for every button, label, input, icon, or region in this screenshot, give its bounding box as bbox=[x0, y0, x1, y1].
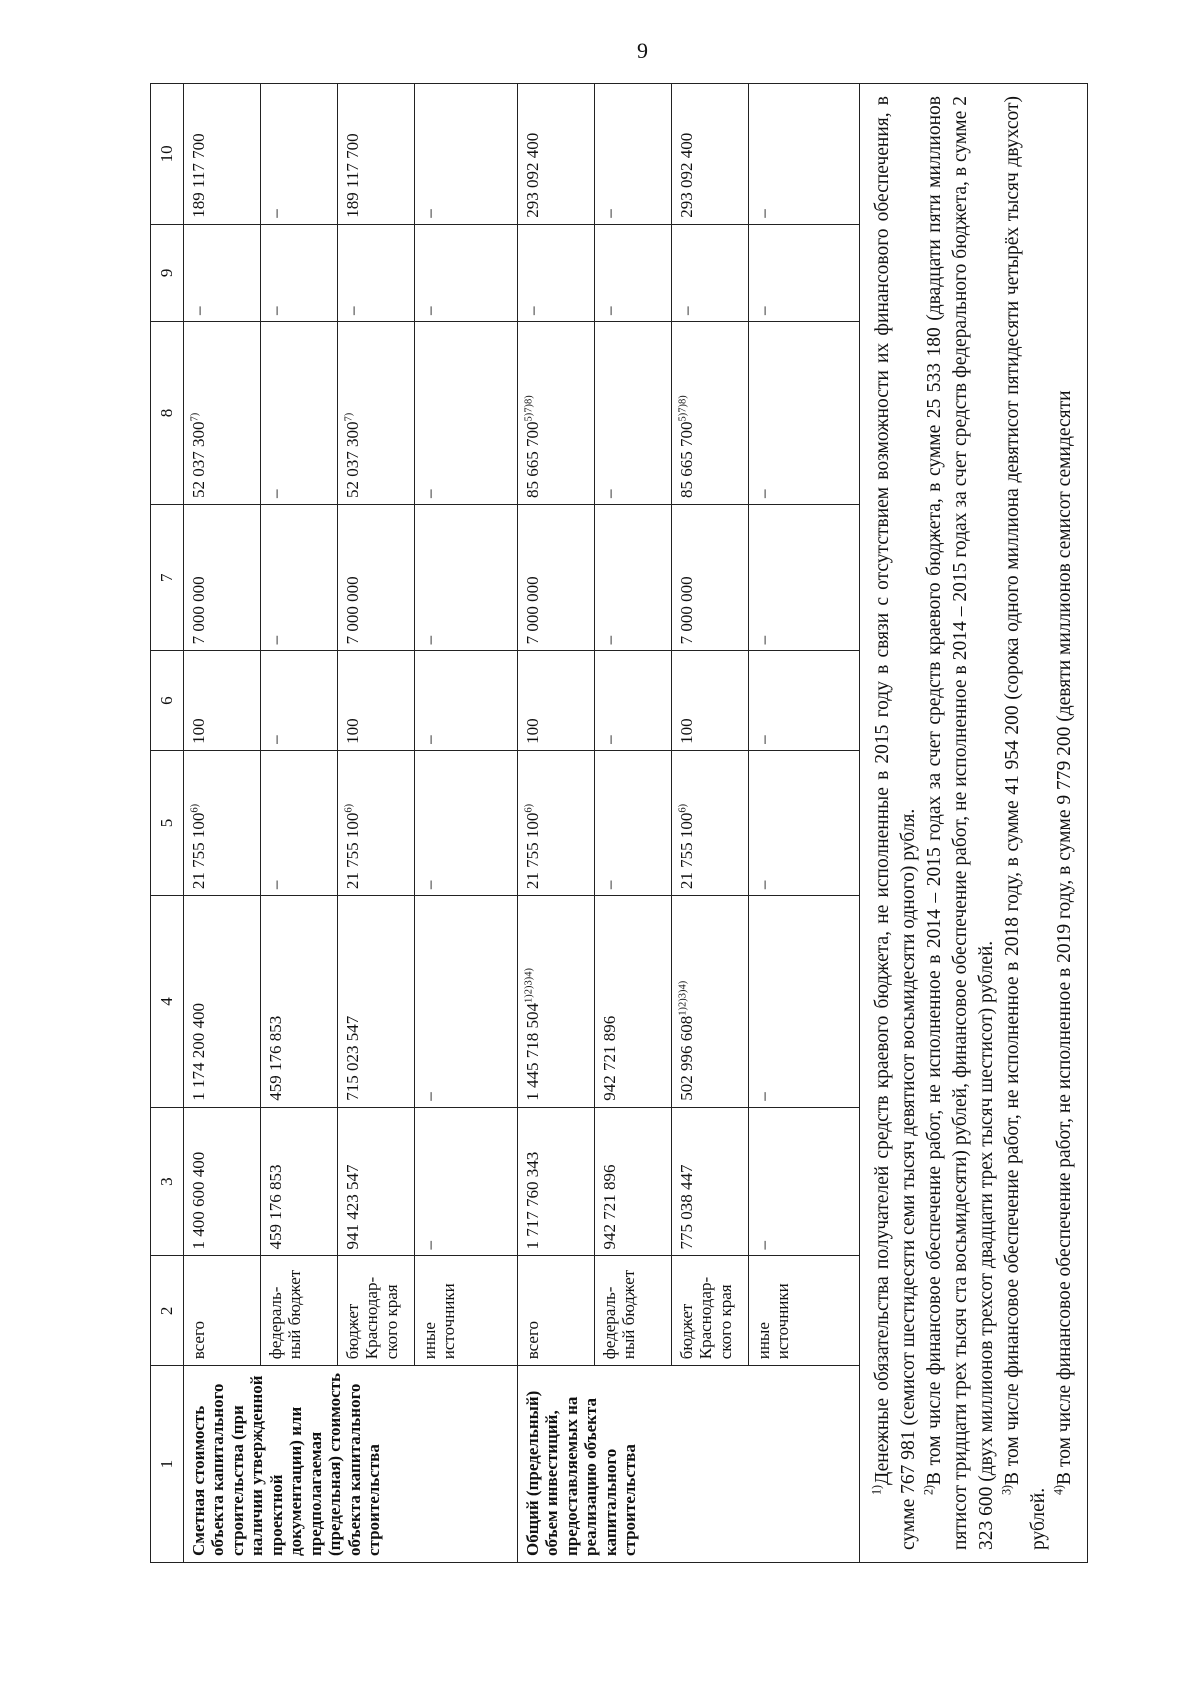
header-cell: 9 bbox=[151, 224, 184, 321]
value-cell: – bbox=[414, 1107, 517, 1256]
footnote-text: Денежные обязательства получателей средств краевого бюджета, не исполненные в 2015 году в связи с отсутствием возможности их финансового обеспечения, в сумме 767 981 (семисот шестидесяти семи тысяч девятисот восьмидесяти одного) рубля. bbox=[871, 96, 919, 1550]
footnote-text: В том числе финансовое обеспечение работ, не исполненное в 2014 – 2015 годах за счет средств краевого бюджета, в сумме 25 533 180 (двадцати пяти миллионов пятисот тридцати трех тысяч ста восьмидесяти) рублей, финансовое обеспечение работ, не исполненное в 2014 – 2015 годах за счет средств федерального бюджета, в сумме 2 323 600 (двух миллионов трехсот двадцати трех тысяч шестисот) рублей. bbox=[923, 96, 998, 1550]
header-cell: 4 bbox=[151, 896, 184, 1108]
value-cell: – bbox=[748, 505, 859, 651]
value-cell: 52 037 300$^{7)}$ bbox=[337, 321, 414, 504]
table-row bbox=[517, 84, 594, 1563]
value-cell: 85 665 $700^{5)7)8)}$ bbox=[517, 321, 594, 504]
value-cell: – bbox=[260, 224, 337, 321]
source-cell: бюджет Краснодар-ского края bbox=[337, 1256, 414, 1366]
footnote-ref: 5)7)8) bbox=[676, 395, 688, 422]
value-cell: 7 000 000 bbox=[183, 505, 260, 651]
table-row bbox=[337, 84, 414, 1563]
value-cell: – bbox=[260, 750, 337, 895]
value-cell: – bbox=[414, 651, 517, 751]
value-cell: – bbox=[414, 84, 517, 225]
value-cell: 942 721 896 bbox=[594, 1107, 671, 1256]
value-cell: 52 037 300$^{7)}$ bbox=[183, 321, 260, 504]
value-cell: 942 721 896 bbox=[594, 896, 671, 1108]
footnote-text: В том числе финансовое обеспечение работ, не исполненное в 2018 году, в сумме 41 954 200 (сорока одного миллиона девятисот пятидесяти четырёх тысяч двухсот) рублей. bbox=[1002, 96, 1050, 1550]
header-cell: 3 bbox=[151, 1107, 184, 1256]
value-cell: 100 bbox=[671, 651, 748, 751]
value-cell: 100 bbox=[517, 651, 594, 751]
source-cell: всего bbox=[517, 1256, 594, 1366]
value-cell: – bbox=[414, 896, 517, 1108]
table-row bbox=[183, 84, 260, 1563]
value-cell: 189 117 700 bbox=[183, 84, 260, 225]
value-cell: 941 423 547 bbox=[337, 1107, 414, 1256]
header-cell: 6 bbox=[151, 651, 184, 751]
value-cell: – bbox=[414, 750, 517, 895]
value-cell: – bbox=[260, 651, 337, 751]
value-cell: 293 092 400 bbox=[671, 84, 748, 225]
table-row bbox=[594, 84, 671, 1563]
footnote-mark: 3) bbox=[999, 1484, 1014, 1495]
footnote-text: В том числе финансовое обеспечение работ, не исполненное в 2019 году, в сумме 9 779 200 (девяти миллионов семисот семидесяти bbox=[1054, 390, 1076, 1485]
footnote-ref: 1)2)3)4) bbox=[676, 980, 688, 1016]
value-cell: – bbox=[337, 224, 414, 321]
header-cell: 1 bbox=[151, 1366, 184, 1563]
rotated-table-block bbox=[150, 83, 1130, 1563]
source-cell: федераль-ный бюджет bbox=[594, 1256, 671, 1366]
value-cell: – bbox=[748, 1107, 859, 1256]
table-row bbox=[748, 84, 859, 1563]
footnote-mark: 4) bbox=[1051, 1484, 1066, 1495]
value-cell: – bbox=[517, 224, 594, 321]
table-row bbox=[671, 84, 748, 1563]
value-cell: – bbox=[748, 321, 859, 504]
footnote bbox=[870, 96, 922, 1550]
value-cell: 1 174 200 400 bbox=[183, 896, 260, 1108]
footnote-mark: 2) bbox=[921, 1484, 936, 1495]
footnote-mark: 1) bbox=[869, 1484, 884, 1495]
value-cell: – bbox=[594, 321, 671, 504]
value-cell: 459 176 853 bbox=[260, 896, 337, 1108]
value-cell: 7 000 000 bbox=[517, 505, 594, 651]
header-cell: 2 bbox=[151, 1256, 184, 1366]
value-cell: 1 717 760 343 bbox=[517, 1107, 594, 1256]
header-cell: 7 bbox=[151, 505, 184, 651]
value-cell: 7 000 000 bbox=[337, 505, 414, 651]
source-cell: бюджет Краснодар-ского края bbox=[671, 1256, 748, 1366]
value-cell: 1 445 718 $504^{1)2)3)4)}$ bbox=[517, 896, 594, 1108]
value-cell: 715 023 547 bbox=[337, 896, 414, 1108]
value-cell: – bbox=[414, 224, 517, 321]
footnote-ref: 6) bbox=[522, 803, 534, 813]
footnote-ref: 6) bbox=[676, 803, 688, 813]
value-cell: – bbox=[260, 505, 337, 651]
value-cell: – bbox=[594, 750, 671, 895]
value-cell: 21 755 100$^{6)}$ bbox=[517, 750, 594, 895]
value-cell: – bbox=[594, 84, 671, 225]
investment-table bbox=[150, 83, 860, 1563]
value-cell: 100 bbox=[337, 651, 414, 751]
footnote bbox=[1052, 96, 1078, 1550]
value-cell: 100 bbox=[183, 651, 260, 751]
footnote bbox=[922, 96, 1000, 1550]
value-cell: – bbox=[594, 651, 671, 751]
value-cell: 1 400 600 400 bbox=[183, 1107, 260, 1256]
value-cell: – bbox=[748, 224, 859, 321]
value-cell: 459 176 853 bbox=[260, 1107, 337, 1256]
header-cell: 10 bbox=[151, 84, 184, 225]
value-cell: 775 038 447 bbox=[671, 1107, 748, 1256]
value-cell: – bbox=[671, 224, 748, 321]
value-cell: 189 117 700 bbox=[337, 84, 414, 225]
value-cell: – bbox=[748, 750, 859, 895]
footnote-ref: 7) bbox=[188, 412, 200, 422]
header-cell: 8 bbox=[151, 321, 184, 504]
table-row bbox=[260, 84, 337, 1563]
footnote-ref: 7) bbox=[342, 412, 354, 422]
value-cell: – bbox=[183, 224, 260, 321]
value-cell: – bbox=[748, 84, 859, 225]
value-cell: 21 755 100$^{6)}$ bbox=[183, 750, 260, 895]
group-label: Сметная стоимость объекта капитального строительства (при наличии утвержденной проектной документации) или предполагаемая (предельная) стоимость объекта капитального строительства bbox=[183, 1366, 517, 1563]
source-cell: всего bbox=[183, 1256, 260, 1366]
value-cell: 85 665 $700^{5)7)8)}$ bbox=[671, 321, 748, 504]
value-cell: – bbox=[594, 224, 671, 321]
value-cell: 502 996 $608^{1)2)3)4)}$ bbox=[671, 896, 748, 1108]
value-cell: – bbox=[748, 896, 859, 1108]
value-cell: 21 755 100$^{6)}$ bbox=[337, 750, 414, 895]
value-cell: 293 092 400 bbox=[517, 84, 594, 225]
header-cell: 5 bbox=[151, 750, 184, 895]
footnote-ref: 6) bbox=[188, 803, 200, 813]
page-number: 9 bbox=[637, 38, 648, 63]
value-cell: 21 755 100$^{6)}$ bbox=[671, 750, 748, 895]
footnote bbox=[1000, 96, 1052, 1550]
value-cell: – bbox=[260, 84, 337, 225]
footnote-ref: 1)2)3)4) bbox=[522, 967, 534, 1004]
footnote-ref: 5)7)8) bbox=[522, 395, 534, 422]
source-cell: иные источники bbox=[748, 1256, 859, 1366]
value-cell: – bbox=[414, 321, 517, 504]
value-cell: – bbox=[594, 505, 671, 651]
source-cell: иные источники bbox=[414, 1256, 517, 1366]
footnote-ref: 6) bbox=[342, 803, 354, 813]
source-cell: федераль-ный бюджет bbox=[260, 1256, 337, 1366]
header-row bbox=[151, 84, 184, 1563]
value-cell: – bbox=[260, 321, 337, 504]
group-label: Общий (предельный) объем инвестиций, предоставляемых на реализацию объекта капитального строительства bbox=[517, 1366, 859, 1563]
footnotes-block bbox=[860, 83, 1088, 1563]
value-cell: 7 000 000 bbox=[671, 505, 748, 651]
value-cell: – bbox=[748, 651, 859, 751]
value-cell: – bbox=[414, 505, 517, 651]
table-row bbox=[414, 84, 517, 1563]
